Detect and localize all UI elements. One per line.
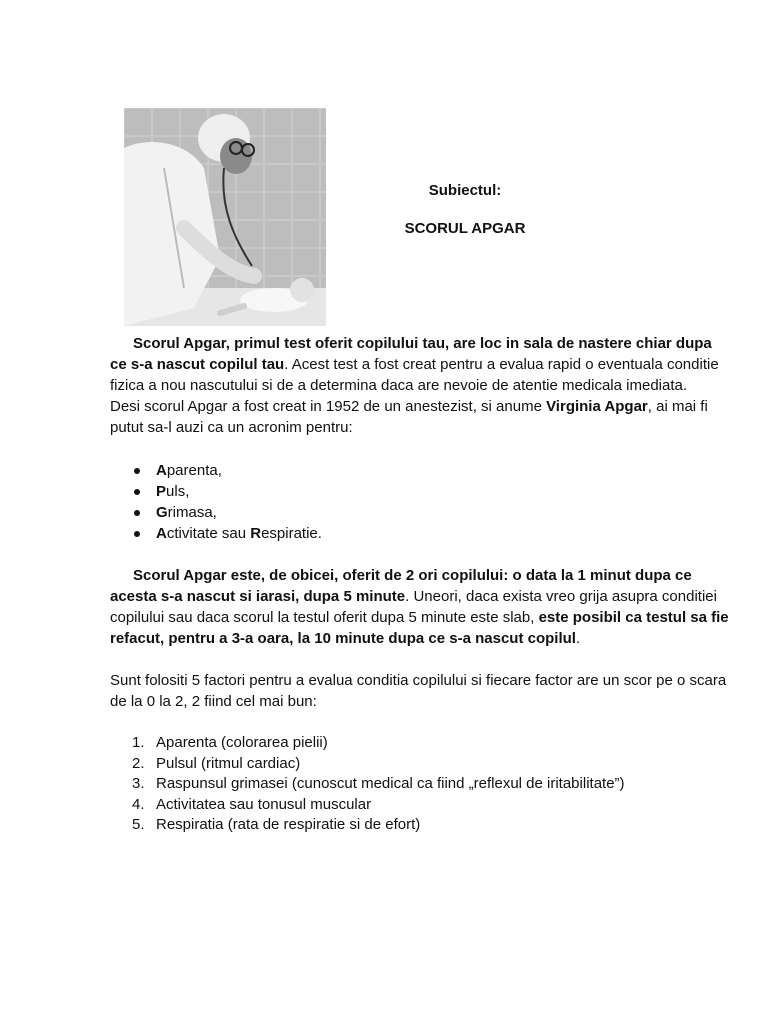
- history-name: Virginia Apgar: [546, 398, 648, 415]
- intro-bold: Scorul Apgar, primul test oferit copilului tau, are loc in sala de nastere chiar dupa ce s-a nascut copilul tau: [110, 335, 712, 373]
- photo-illustration: [124, 108, 326, 326]
- list-item: Puls,: [110, 481, 730, 502]
- paragraph-factors: Sunt folositi 5 factori pentru a evalua conditia copilului si fiecare factor are un scor pe o scara de la 0 la 2, 2 fiind cel mai bun:: [110, 672, 727, 710]
- list-item: 4. Activitatea sau tonusul muscular: [132, 795, 372, 813]
- list-item: 2. Pulsul (ritmul cardiac): [132, 754, 301, 772]
- doctor-newborn-photo: [124, 108, 326, 326]
- list-item: 5. Respiratia (rata de respiratie si de efort): [132, 816, 421, 833]
- list-item: Grimasa,: [110, 502, 730, 523]
- list-item: Aparenta,: [110, 460, 730, 481]
- document-body: [110, 333, 730, 836]
- list-item: 3. Raspunsul grimasei (cunoscut medical ca fiind „reflexul de iritabilitate”): [132, 775, 625, 792]
- factors-list: [110, 733, 730, 836]
- paragraph-history: [110, 396, 730, 438]
- paragraph-timing: Scorul Apgar este, de obicei, oferit de 2 ori copilului: o data la 1 minut dupa ce acesta s-a nascut si iarasi, dupa 5 minute. Uneori, daca exista vreo grija asupra conditiei copilului sau daca scorul la testul oferit dupa 5 minute este slab, este posibil ca testul sa fie refacut, pentru a 3-a oara, la 10 minute dupa ce s-a nascut copilul.: [110, 567, 729, 647]
- paragraph-intro: [110, 333, 730, 396]
- intro-rest: . Acest test a fost creat pentru a evalua rapid o eventuala conditie fizica a nou nascutului si de a determina daca are nevoie de atentie medicala imediata.: [110, 356, 719, 394]
- subject-label: Subiectul:: [428, 182, 502, 199]
- subject-title: SCORUL APGAR: [404, 220, 526, 237]
- list-item: 1. Aparenta (colorarea pielii): [132, 734, 328, 751]
- history-start: Desi scorul Apgar a fost creat in 1952 de un anestezist, si anume: [110, 398, 547, 415]
- acronym-list: [110, 460, 730, 544]
- list-item: Activitate sau Respiratie.: [110, 523, 730, 544]
- history-end: , ai mai fi putut sa-l auzi ca un acronim pentru:: [110, 398, 708, 436]
